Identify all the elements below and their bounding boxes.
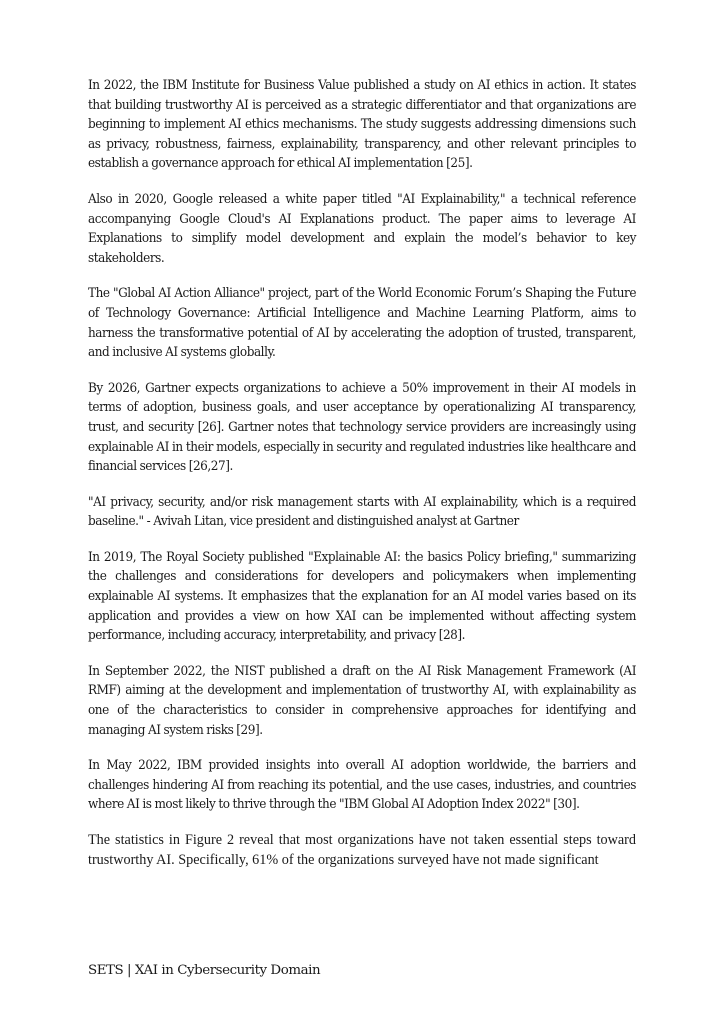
paragraph-nist-rmf: In September 2022, the NIST published a draft on the AI Risk Management Framework (AI RMF) aiming at the development and implementation of trustworthy AI, with explainability as one of the characteristics to consider in comprehensive approaches for identifying and managing AI system risks [29]. <box>88 663 636 738</box>
page-footer: SETS | XAI in Cybersecurity Domain <box>88 963 321 978</box>
paragraph-figure-2-statistics: The statistics in Figure 2 reveal that most organizations have not taken essential steps toward trustworthy AI. Specifically, 61% of the organizations surveyed have not made significant <box>88 832 636 868</box>
paragraph-global-ai-alliance: The "Global AI Action Alliance" project, part of the World Economic Forum’s Shaping the Future of Technology Governance: Artificial Intelligence and Machine Learning Platform, aims to harness the transformative potential of AI by accelerating the adoption of trusted, transparent, and inclusive AI systems globally. <box>88 286 636 361</box>
paragraph-royal-society: In 2019, The Royal Society published "Explainable AI: the basics Policy briefing," summarizing the challenges and considerations for developers and policymakers when implementing explainable AI systems. It emphasizes that the explanation for an AI model varies based on its application and provides a view on how XAI can be implemented without affecting system performance, including accuracy, interpretability, and privacy [28]. <box>88 549 636 644</box>
paragraph-ibm-ethics: In 2022, the IBM Institute for Business Value published a study on AI ethics in action. It states that building trustworthy AI is perceived as a strategic differentiator and that organizations are beginning to implement AI ethics mechanisms. The study suggests addressing dimensions such as privacy, robustness, fairness, explainability, transparency, and other relevant principles to establish a governance approach for ethical AI implementation [25]. <box>88 78 636 172</box>
paragraph-ibm-adoption: In May 2022, IBM provided insights into overall AI adoption worldwide, the barriers and challenges hindering AI from reaching its potential, and the use cases, industries, and countries where AI is most likely to thrive through the "IBM Global AI Adoption Index 2022" [30]. <box>88 758 636 813</box>
body-text <box>88 76 636 886</box>
paragraph-google-whitepaper: Also in 2020, Google released a white paper titled "AI Explainability," a technical reference accompanying Google Cloud's AI Explanations product. The paper aims to leverage AI Explanations to simplify model development and explain the model’s behavior to key stakeholders. <box>88 191 636 266</box>
paragraph-gartner-2026: By 2026, Gartner expects organizations to achieve a 50% improvement in their AI models in terms of adoption, business goals, and user acceptance by operationalizing AI transparency, trust, and security [26]. Gartner notes that technology service providers are increasingly using explainable AI in their models, especially in security and regulated industries like healthcare and financial services [26,27]. <box>88 380 636 475</box>
paragraph-gartner-quote: "AI privacy, security, and/or risk management starts with AI explainability, which is a required baseline." - Avivah Litan, vice president and distinguished analyst at Gartner <box>88 494 636 530</box>
